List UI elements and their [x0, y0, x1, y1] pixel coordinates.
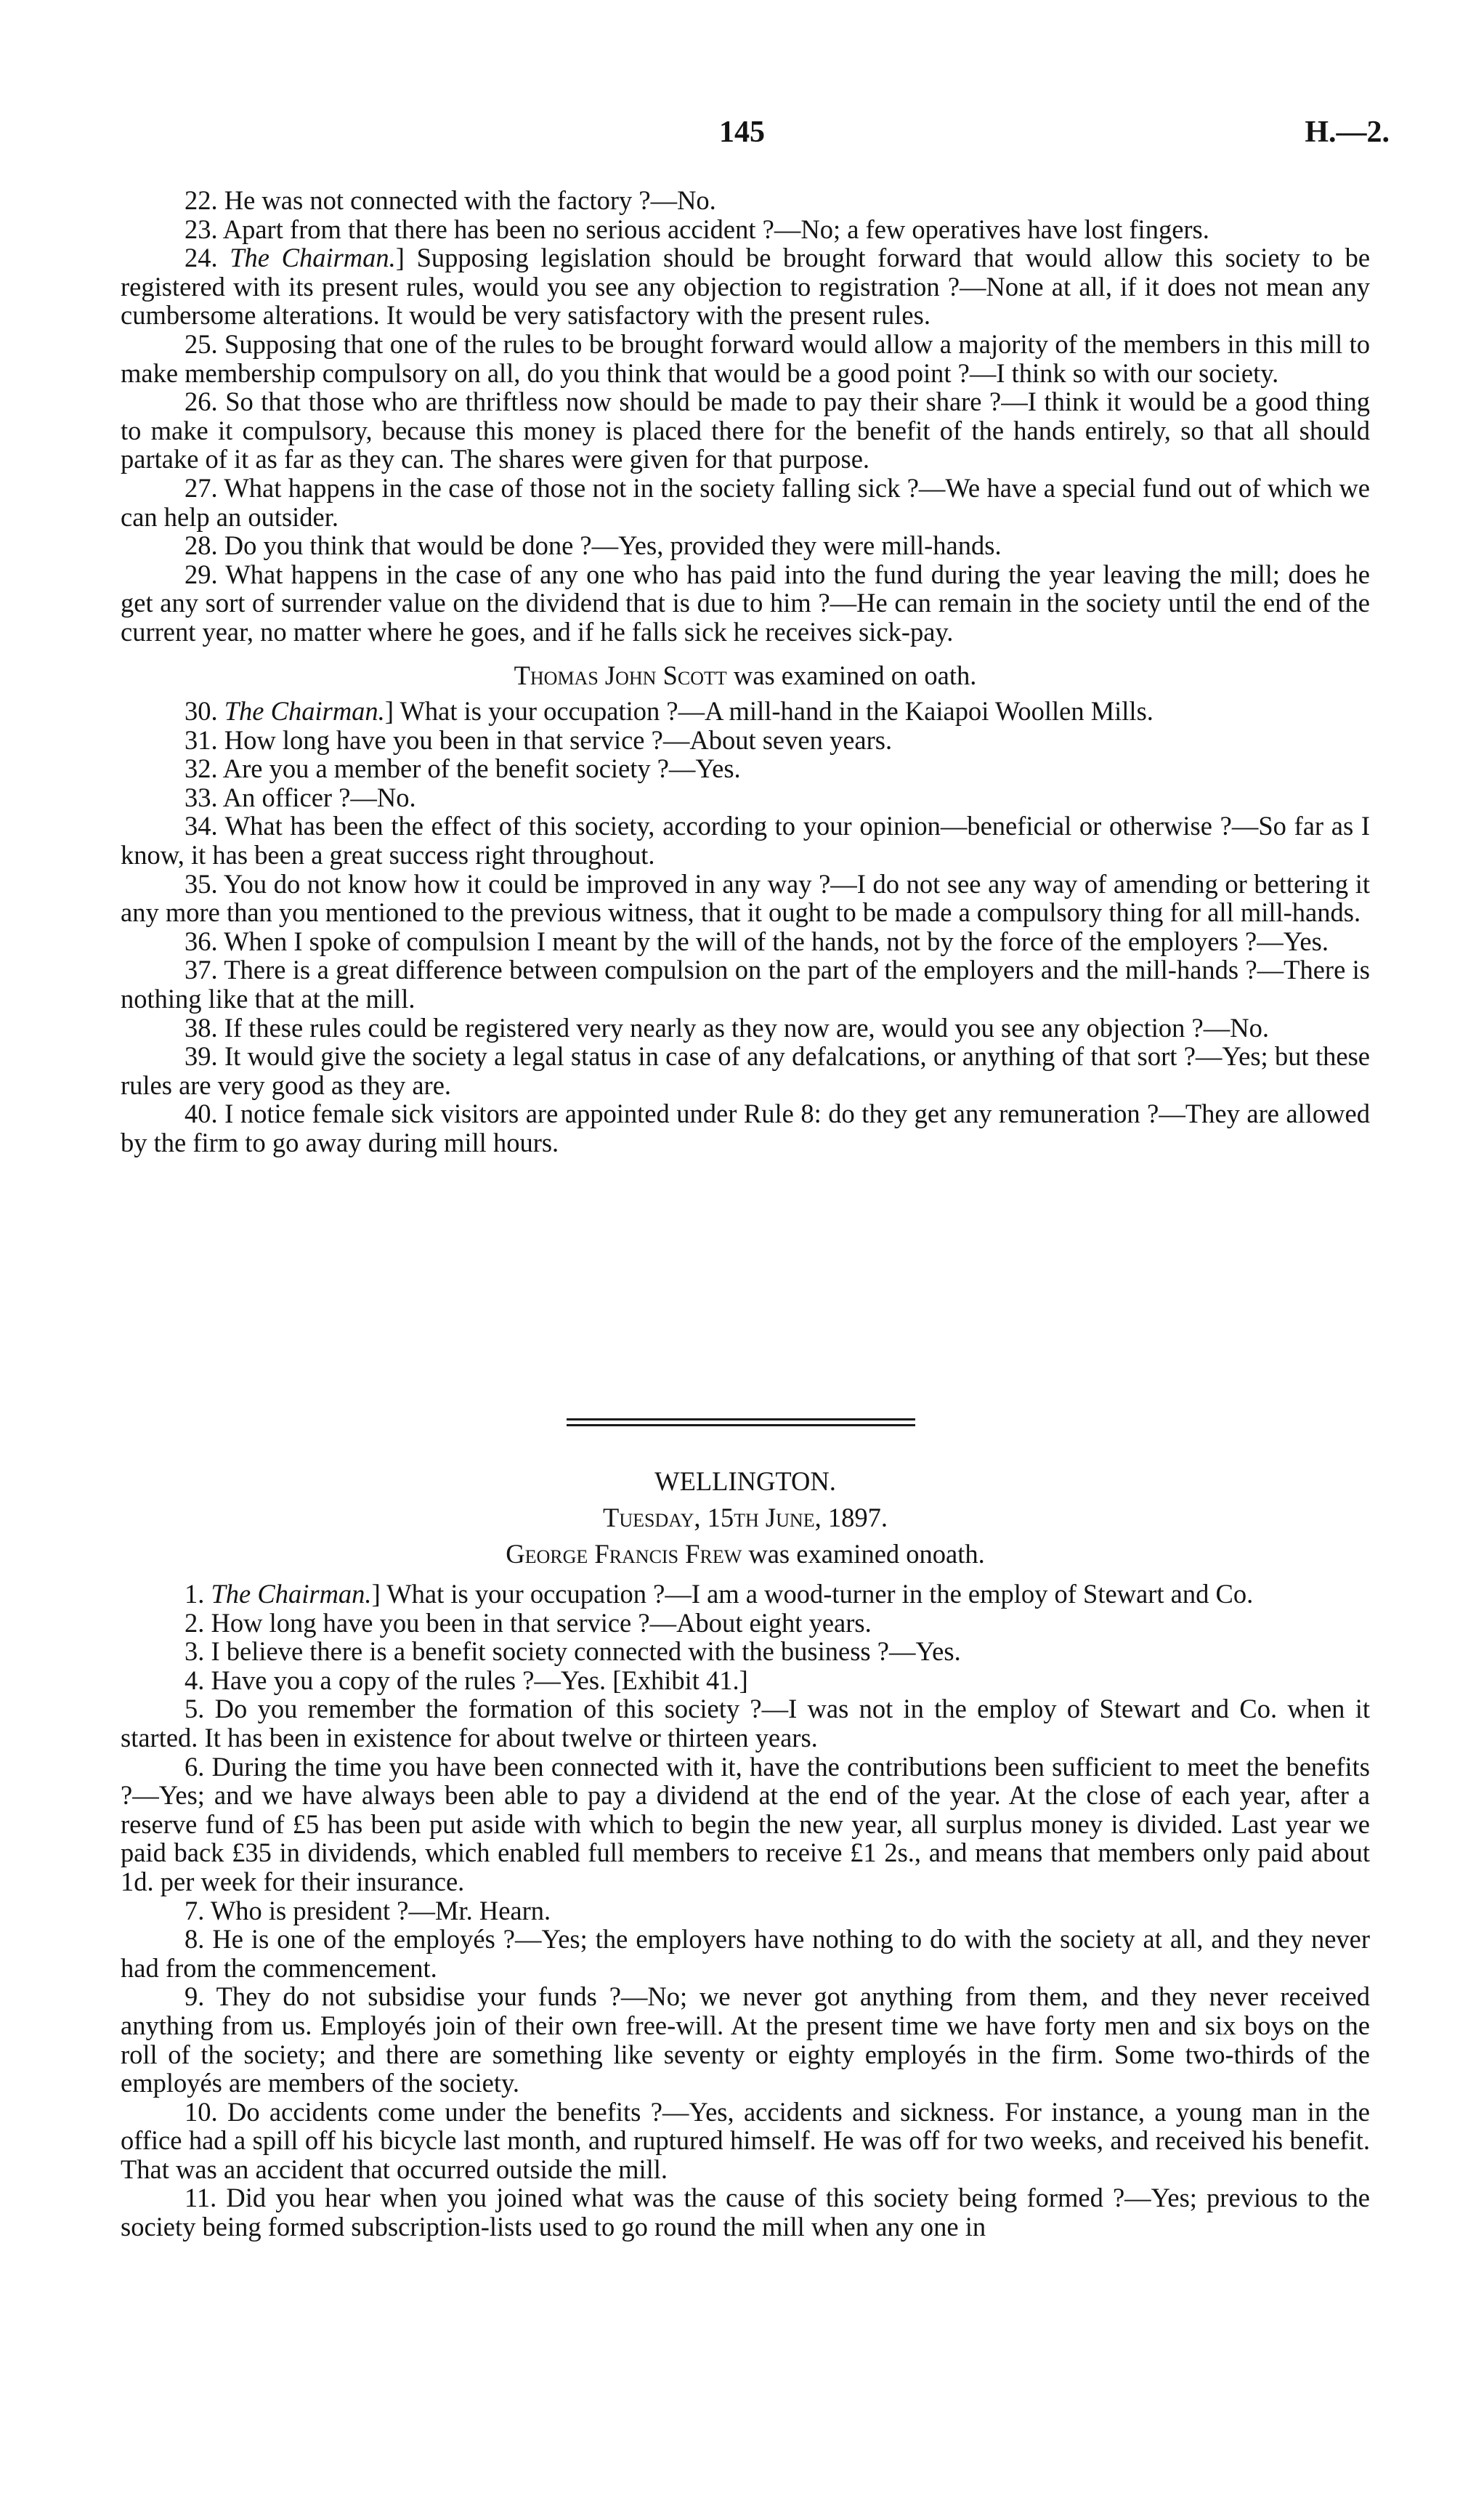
question-number: 3. — [185, 1636, 205, 1667]
page-number: 145 — [719, 116, 765, 149]
question-text: What happens in the case of those not in the society falling sick ?—We have a special fund out of which we can help an outsider. — [121, 472, 1371, 532]
question-text: How long have you been in that service ?—About seven years. — [224, 724, 893, 755]
question-text: Did you hear when you joined what was the cause of this society being formed ?—Yes; previous to the society being formed subscription-lists used to go round the mill when any one in — [121, 2183, 1370, 2242]
question-number: 25. — [185, 328, 218, 359]
question-item — [121, 1925, 1370, 1982]
question-text: How long have you been in that service ?—About eight years. — [211, 1607, 872, 1638]
question-text: Do you remember the formation of this society ?—I was not in the employ of Stewart and Co. when it started. It has been in existence for about twelve or thirteen years. — [121, 1694, 1370, 1753]
question-item — [121, 783, 1370, 812]
question-number: 8. — [185, 1924, 205, 1955]
question-text: An officer ?—No. — [222, 782, 416, 812]
question-text: You do not know how it could be improved in any way ?—I do not see any way of amending or bettering it any more than you mentioned to the previous witness, that it ought to be made a compulsory thing for all mill-hands. — [121, 868, 1370, 928]
section-divider — [567, 1418, 915, 1430]
divider-rule — [567, 1418, 915, 1420]
question-number: 5. — [185, 1694, 205, 1724]
question-number: 1. — [185, 1579, 205, 1609]
question-number: 4. — [185, 1665, 205, 1695]
question-number: 31. — [185, 724, 218, 755]
question-item — [121, 387, 1370, 474]
question-item — [121, 1042, 1370, 1099]
question-item — [121, 2183, 1370, 2241]
question-number: 39. — [185, 1041, 218, 1072]
question-item — [121, 330, 1370, 387]
question-number: 35. — [185, 868, 218, 899]
question-number: 24. — [185, 243, 218, 273]
question-text: What is your occupation ?—I am a wood-turner in the employ of Stewart and Co. — [386, 1579, 1254, 1609]
question-text: If these rules could be registered very nearly as they now are, would you see any objection ?—No. — [224, 1012, 1269, 1043]
question-text: Do accidents come under the benefits ?—Yes, accidents and sickness. For instance, a young man in the office had a spill off his bicycle last month, and ruptured himself. He was off for two weeks, and received his benefit. That was an accident that occurred outside the mill. — [121, 2096, 1370, 2184]
question-item: 1. The Chairman.] What is your occupation ?—I am a wood-turner in the employ of Stewart and Co. — [185, 1579, 1254, 1609]
question-text: What has been the effect of this society, according to your opinion—beneficial or otherwise ?—So far as I know, it has been a great success right throughout. — [121, 811, 1371, 870]
question-number: 34. — [185, 811, 218, 841]
question-number: 30. — [185, 696, 218, 727]
question-item — [121, 2098, 1370, 2184]
question-item — [121, 1982, 1370, 2097]
witness-name: George Francis Frew — [506, 1539, 742, 1569]
question-number: 33. — [185, 782, 218, 812]
question-number: 7. — [185, 1895, 205, 1925]
question-number: 37. — [185, 955, 218, 985]
question-number: 10. — [185, 2096, 218, 2127]
question-text: Supposing that one of the rules to be brought forward would allow a majority of the members in this mill to make membership compulsory on all, do you think that would be a good point ?—I think so with our society. — [121, 328, 1371, 388]
speaker-label: The Chairman. — [224, 696, 385, 727]
question-text: There is a great difference between compulsion on the part of the employers and the mill-hands ?—There is nothing like that at the mill. — [121, 955, 1371, 1014]
question-number: 40. — [185, 1099, 218, 1129]
question-item — [121, 726, 1370, 755]
question-list — [121, 1580, 1370, 2242]
question-item — [121, 870, 1370, 927]
question-text: What happens in the case of any one who has paid into the fund during the year leaving the mill; does he get any sort of surrender value on the dividend that is due to him ?—He can remain in the society until the end of the current year, no matter where he goes, and if he falls sick he receives sick-pay. — [121, 559, 1370, 647]
witness-suffix: was examined onoath. — [748, 1539, 985, 1569]
evidence-block-1 — [121, 186, 1370, 1157]
section-date: Tuesday, 15th June, 1897. — [603, 1503, 888, 1532]
speaker-label: The Chairman. — [230, 243, 396, 273]
question-item — [121, 531, 1370, 560]
question-number: 6. — [185, 1751, 205, 1782]
question-list — [121, 186, 1370, 647]
question-item — [121, 1014, 1370, 1043]
question-text: What is your occupation ?—A mill-hand in the Kaiapoi Woollen Mills. — [400, 696, 1153, 727]
question-list — [121, 697, 1370, 1157]
question-text: Have you a copy of the rules ?—Yes. [Exhibit 41.] — [211, 1665, 748, 1695]
question-text: He was not connected with the factory ?—No. — [224, 185, 716, 215]
question-number: 26. — [185, 387, 218, 417]
question-item — [121, 1896, 1370, 1925]
evidence-block-2 — [121, 1580, 1370, 2242]
speaker-label: The Chairman. — [211, 1579, 372, 1609]
question-item — [121, 186, 1370, 215]
question-item — [121, 1753, 1370, 1896]
question-item — [121, 955, 1370, 1013]
question-text: He is one of the employés ?—Yes; the employers have nothing to do with the society at all, and they never had from the commencement. — [121, 1924, 1371, 1983]
divider-rule — [567, 1424, 915, 1426]
question-item: 24. The Chairman.] Supposing legislation should be brought forward that would allow this society to be registered with its present rules, would you see any objection to registration ?—None at all, if it does not mean any cumbersome alterations. It would be very satisfactory with the present rules. — [121, 243, 1371, 331]
question-item — [121, 1637, 1370, 1666]
question-text: Who is president ?—Mr. Hearn. — [210, 1895, 551, 1925]
question-item: 30. The Chairman.] What is your occupation ?—A mill-hand in the Kaiapoi Woollen Mills. — [185, 696, 1153, 727]
question-text: When I spoke of compulsion I meant by the will of the hands, not by the force of the employers ?—Yes. — [224, 926, 1329, 956]
question-number: 22. — [185, 185, 218, 215]
question-text: It would give the society a legal status in case of any defalcations, or anything of that sort ?—Yes; but these rules are very good as they are. — [121, 1041, 1371, 1100]
question-item — [121, 754, 1370, 783]
question-number: 38. — [185, 1012, 218, 1043]
document-reference: H.—2. — [1305, 116, 1390, 149]
question-item — [121, 1694, 1370, 1752]
question-number: 28. — [185, 530, 218, 561]
question-text: I notice female sick visitors are appointed under Rule 8: do they get any remuneration ?—They are allowed by the firm to go away during mill hours. — [121, 1099, 1370, 1157]
question-number: 23. — [185, 214, 218, 244]
question-text: During the time you have been connected with it, have the contributions been sufficient to meet the benefits ?—Yes; and we have always been able to pay a dividend at the end of the year. At the close of each year, after a reserve fund of £5 has been put aside with which to begin the new year, all surplus money is divided. Last year we paid back £35 in dividends, which enabled full members to receive £1 2s., and means that members only paid about 1d. per week for their insurance. — [121, 1751, 1371, 1896]
question-item — [121, 1099, 1370, 1157]
question-number: 36. — [185, 926, 218, 956]
witness-heading — [121, 1536, 1370, 1572]
question-text: Are you a member of the benefit society ?—Yes. — [222, 753, 741, 784]
question-number: 2. — [185, 1607, 205, 1638]
question-item — [121, 215, 1370, 244]
question-text: Supposing legislation should be brought forward that would allow this society to be registered with its present rules, would you see any objection to registration ?—None at all, if it does not mean any cumbersome alterations. It would be very satisfactory with the present rules. — [121, 243, 1371, 331]
question-item — [121, 560, 1370, 647]
question-item — [121, 474, 1370, 531]
question-text: I believe there is a benefit society connected with the business ?—Yes. — [211, 1636, 961, 1667]
question-number: 11. — [185, 2183, 217, 2213]
section-heading — [121, 1463, 1370, 1572]
question-text: Apart from that there has been no serious accident ?—No; a few operatives have lost fingers. — [222, 214, 1209, 244]
question-number: 9. — [185, 1981, 205, 2012]
section-place: WELLINGTON. — [654, 1466, 836, 1496]
question-item — [121, 927, 1370, 956]
witness-heading — [121, 661, 1370, 690]
question-item — [121, 1666, 1370, 1695]
question-number: 32. — [185, 753, 218, 784]
question-number: 27. — [185, 472, 218, 503]
question-text: So that those who are thriftless now should be made to pay their share ?—I think it would be a good thing to make it compulsory, because this money is placed there for the benefit of the hands entirely, so that all should partake of it as far as they can. The shares were given for that purpose. — [121, 387, 1371, 474]
witness-name: Thomas John Scott — [514, 660, 727, 690]
question-item — [121, 812, 1370, 869]
question-number: 29. — [185, 559, 218, 589]
witness-suffix: was examined on oath. — [733, 660, 977, 690]
question-text: Do you think that would be done ?—Yes, provided they were mill-hands. — [224, 530, 1002, 561]
question-text: They do not subsidise your funds ?—No; we never got anything from them, and they never received anything from us. Employés join of their own free-will. At the present time we have forty men and six boys on the roll of the society; and there are something like seventy or eighty employés in the firm. Some two-thirds of the employés are members of the society. — [121, 1981, 1371, 2098]
question-item — [121, 1609, 1370, 1638]
